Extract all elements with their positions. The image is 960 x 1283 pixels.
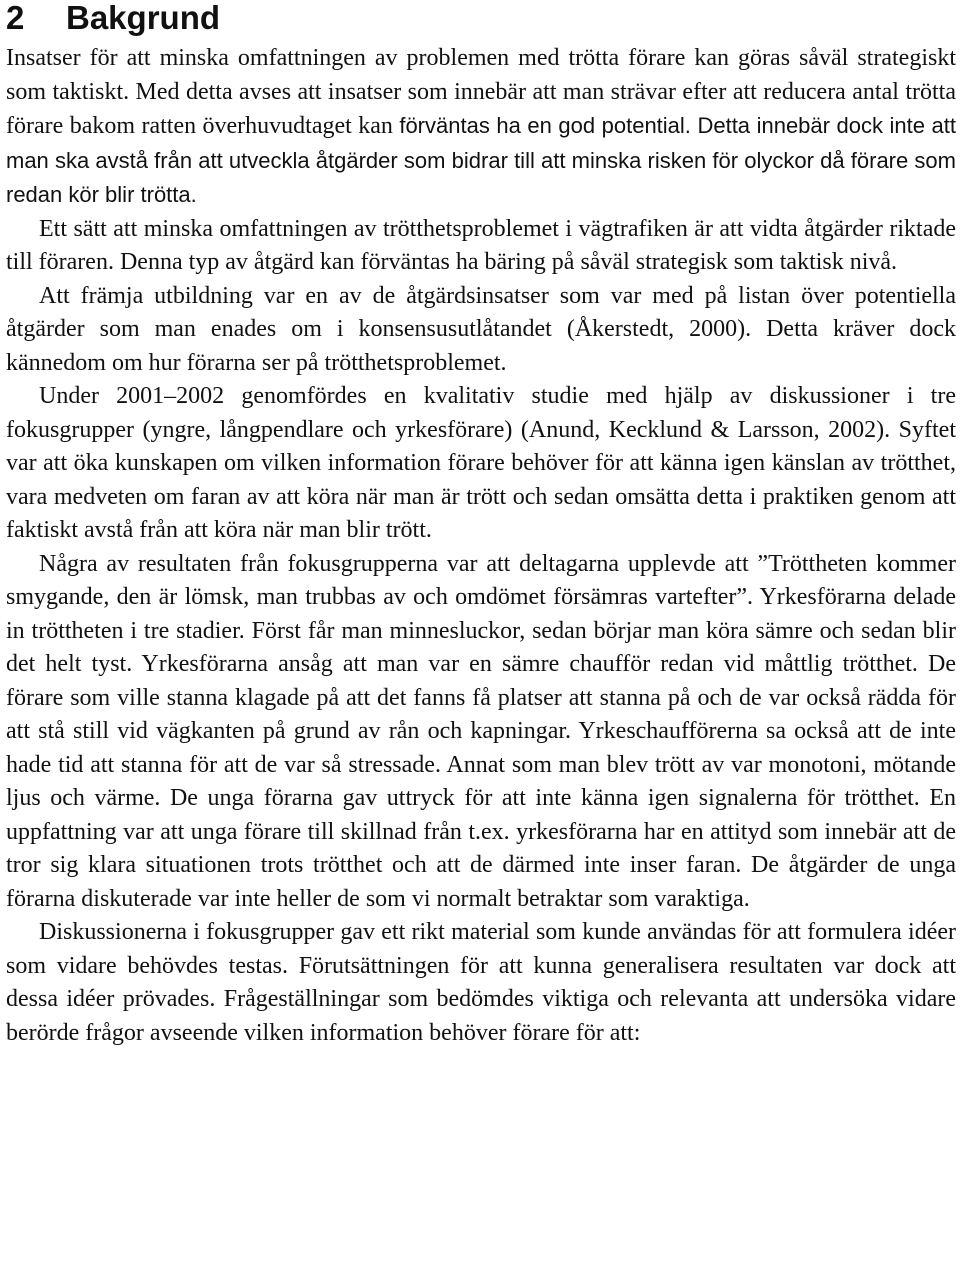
- paragraph-5: [6, 548, 956, 917]
- paragraph-6: [6, 916, 956, 1050]
- paragraph-4: [6, 380, 956, 548]
- section-number: 2: [6, 0, 25, 36]
- paragraph-5-text: Några av resultaten från fokusgrupperna var att deltagarna upplevde att ”Tröttheten kommer smygande, den är lömsk, man trubbas av och omdömet försämras vartefter”. Yrkesförarna delade in tröttheten i tre stadier. Först får man minnesluckor, sedan börjar man köra sämre och sedan blir det helt tyst. Yrkesförarna ansåg att man var en sämre chaufför redan vid måttlig trötthet. De förare som ville stanna klagade på att det fanns få platser att stanna på och de var också rädda för att stå still vid vägkanten på grund av rån och kapningar. Yrkeschaufförerna sa också att de inte hade tid att stanna för att de var så stressade. Annat som man blev trött av var monotoni, mötande ljus och värme. De unga förarna gav uttryck för att inte känna igen signalerna för trötthet. En uppfattning var att unga förare till skillnad från t.ex. yrkesförarna har en attityd som innebär att de tror sig klara situationen trots trötthet och att de därmed inte inser faran. De åtgärder de unga förarna diskuterade var inte heller de som vi normalt betraktar som varaktiga.: [6, 550, 956, 912]
- section-title: Bakgrund: [66, 0, 221, 36]
- paragraph-2-text: Ett sätt att minska omfattningen av trötthetsproblemet i vägtrafiken är att vidta åtgärder riktade till föraren. Denna typ av åtgärd kan förväntas ha bäring på såväl strategisk som taktisk nivå.: [6, 215, 956, 275]
- document-page: [6, 0, 956, 1050]
- paragraph-1-text: Insatser för att minska omfattningen av problemen med trötta förare kan göras såväl strategiskt som taktiskt. Med detta avses att insatser som innebär att man strävar efter att reducera antal trötta förare bakom ratten överhuvudtaget kan: [6, 45, 956, 139]
- paragraph-1-sans-text: förväntas ha en god potential. Detta innebär dock inte att man ska avstå från att utveckla åtgärder som bidrar till att minska risken för olyckor då förare som redan kör blir trötta.: [6, 113, 956, 207]
- paragraph-2: [6, 213, 956, 280]
- paragraph-3: [6, 280, 956, 381]
- paragraph-3-text: Att främja utbildning var en av de åtgärdsinsatser som var med på listan över potentiella åtgärder som man enades om i konsensusutlåtandet (Åkerstedt, 2000). Detta kräver dock kännedom om hur förarna ser på trötthetsproblemet.: [6, 282, 956, 376]
- paragraph-4-text: Under 2001–2002 genomfördes en kvalitativ studie med hjälp av diskussioner i tre fokusgrupper (yngre, långpendlare och yrkesförare) (Anund, Kecklund & Larsson, 2002). Syftet var att öka kunskapen om vilken information förare behöver för att känna igen känslan av trötthet, vara medveten om faran av att köra när man är trött och sedan omsätta detta i praktiken genom att faktiskt avstå från att köra när man blir trött.: [6, 383, 956, 543]
- paragraph-6-text: Diskussionerna i fokusgrupper gav ett rikt material som kunde användas för att formulera idéer som vidare behövdes testas. Förutsättningen för att kunna generalisera resultaten var dock att dessa idéer prövades. Frågeställningar som bedömdes viktiga och relevanta att undersöka vidare berörde frågor avseende vilken information behöver förare för att:: [6, 919, 956, 1046]
- paragraph-1: [6, 42, 956, 213]
- section-heading: [6, 0, 956, 36]
